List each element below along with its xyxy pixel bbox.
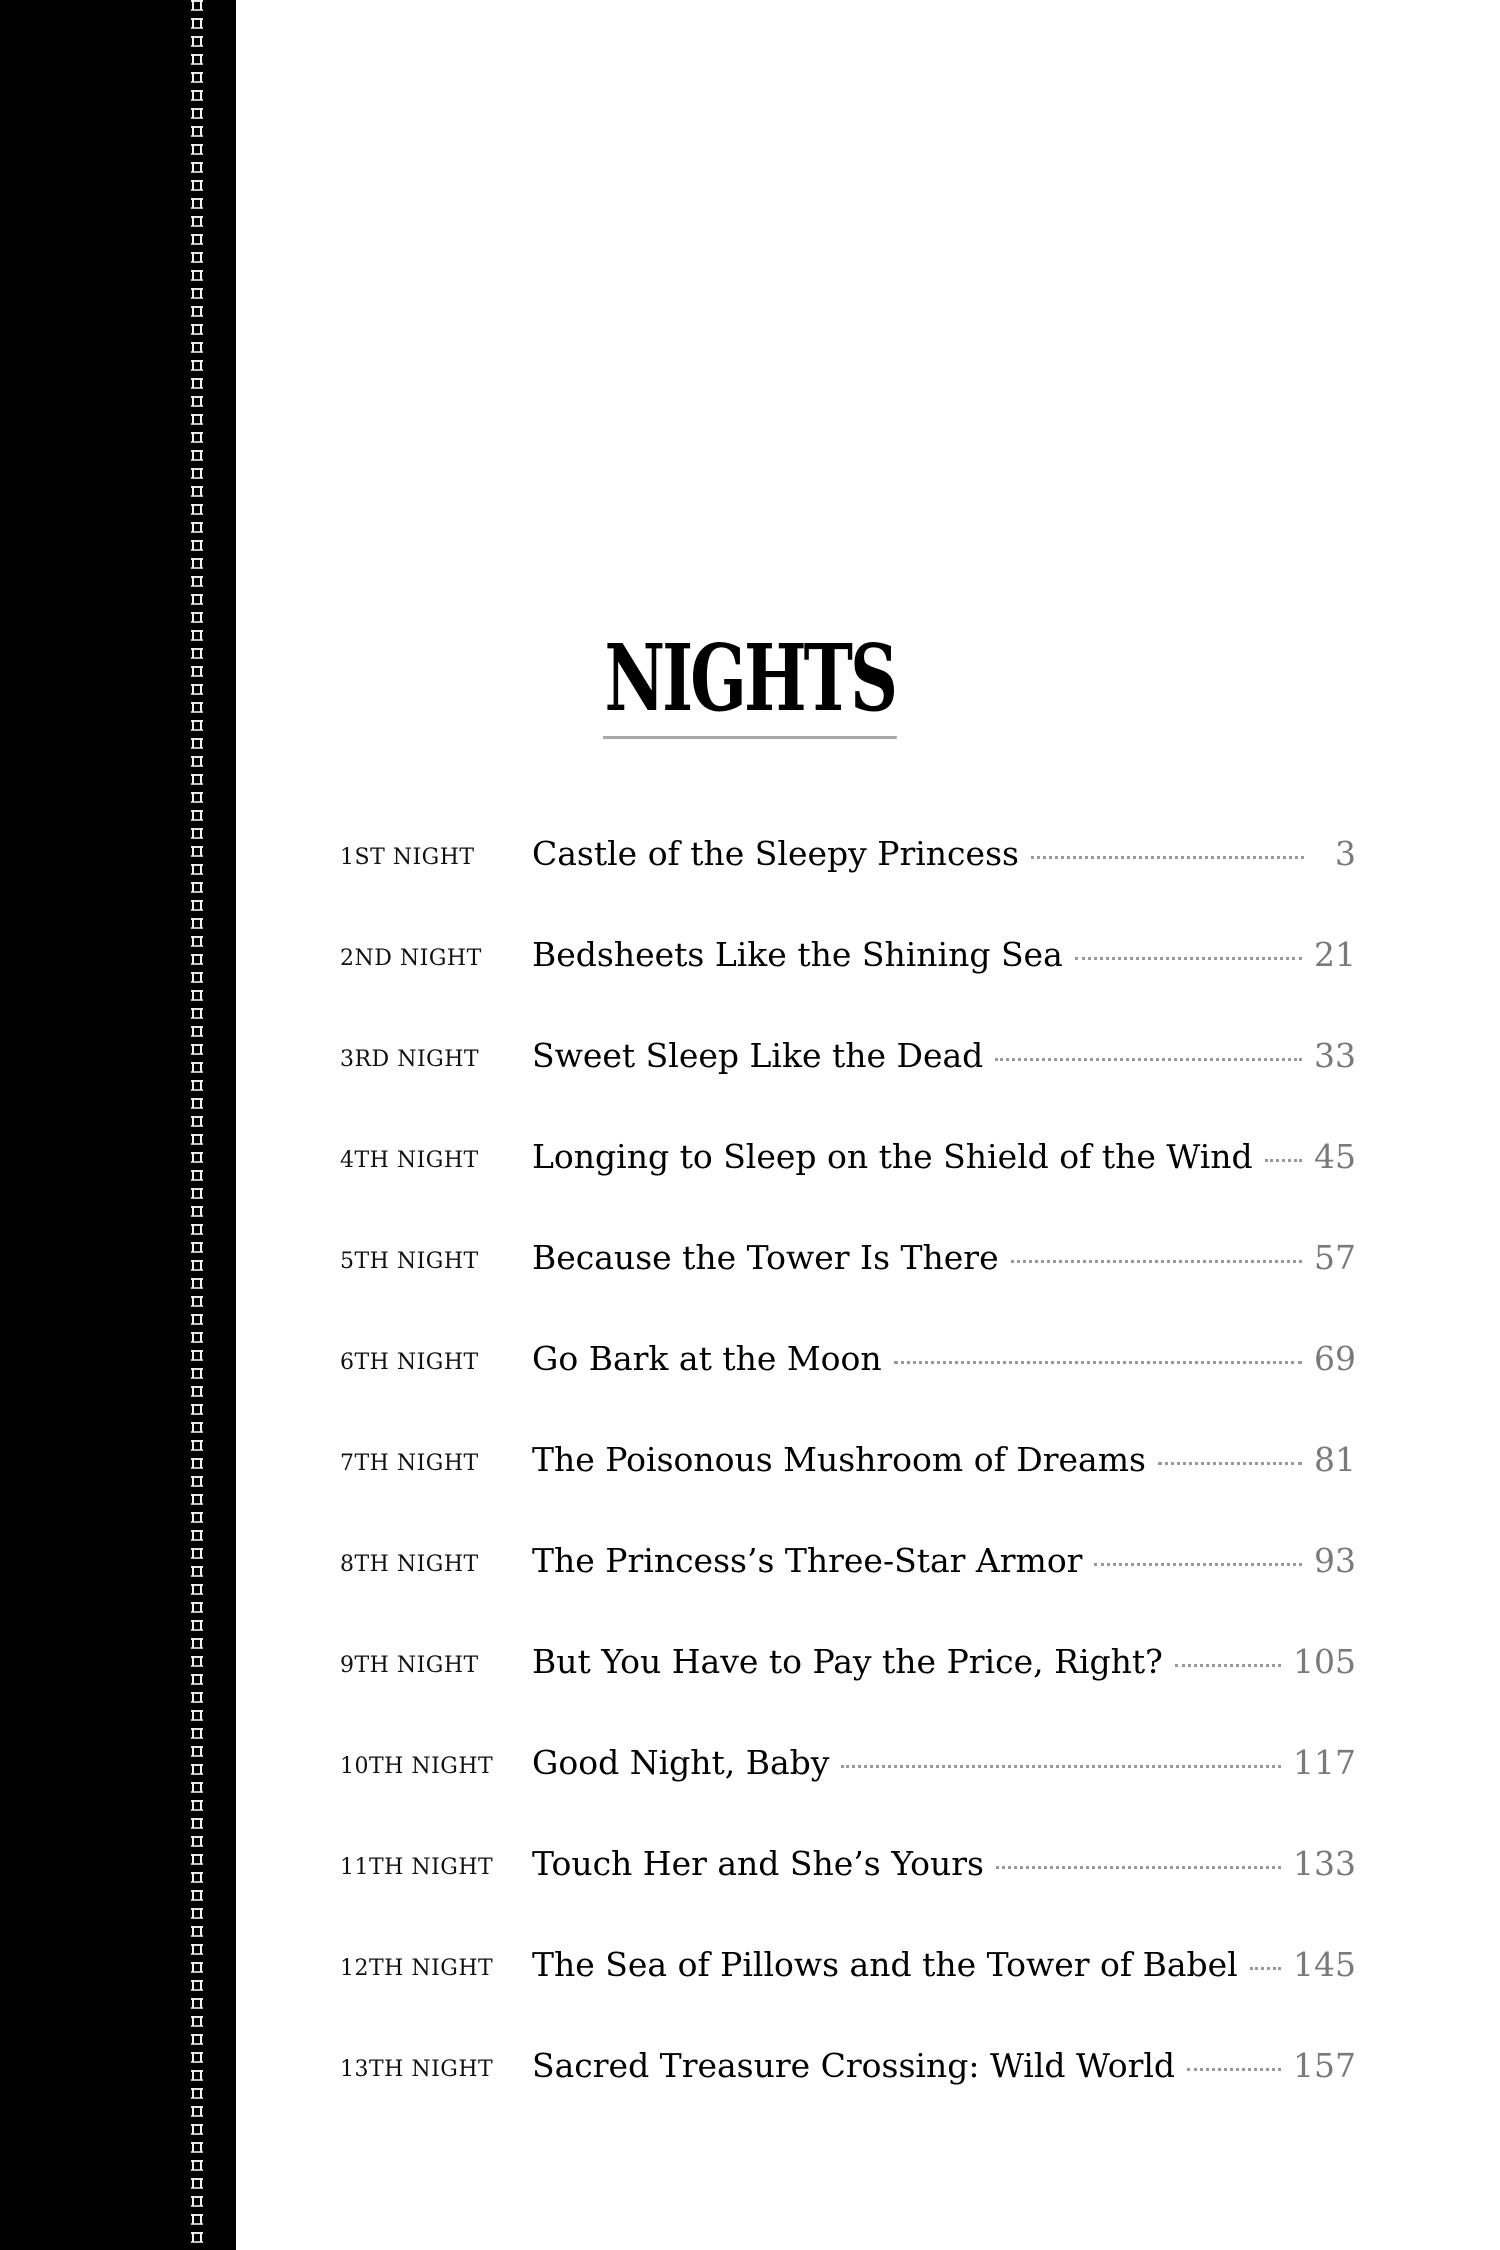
dot-leader xyxy=(995,1057,1302,1061)
chapter-title: The Sea of Pillows and the Tower of Babel xyxy=(532,1945,1238,1984)
dot-leader xyxy=(1175,1663,1281,1667)
chapter-title: Longing to Sleep on the Shield of the Wind xyxy=(532,1137,1253,1176)
dot-leader xyxy=(1011,1259,1302,1263)
contents-heading: NIGHTS xyxy=(603,628,896,739)
page-number: 157 xyxy=(1293,2046,1356,2085)
toc-entry[interactable] xyxy=(340,928,1356,988)
toc-entry-row xyxy=(532,934,1356,978)
night-label: 3RD NIGHT xyxy=(340,1047,480,1072)
toc-entry[interactable] xyxy=(340,1837,1356,1897)
chapter-title: Touch Her and She’s Yours xyxy=(532,1844,984,1883)
chapter-title: Sacred Treasure Crossing: Wild World xyxy=(532,2046,1176,2085)
toc-entry-row xyxy=(532,1944,1356,1988)
night-label: 6TH NIGHT xyxy=(340,1350,479,1375)
toc-entry[interactable] xyxy=(340,1231,1356,1291)
toc-entry-row xyxy=(532,1035,1356,1079)
dot-leader xyxy=(1075,956,1302,960)
night-label: 7TH NIGHT xyxy=(340,1451,479,1476)
toc-entry[interactable] xyxy=(340,2039,1356,2099)
toc-entry[interactable] xyxy=(340,1635,1356,1695)
page-number: 33 xyxy=(1314,1036,1356,1075)
chapter-title: The Poisonous Mushroom of Dreams xyxy=(532,1440,1146,1479)
dot-leader xyxy=(841,1764,1281,1768)
toc-entry[interactable] xyxy=(340,1433,1356,1493)
toc-entry-row xyxy=(532,2045,1356,2089)
dot-leader xyxy=(996,1865,1281,1869)
toc-entry[interactable] xyxy=(340,1130,1356,1190)
toc-entry-row xyxy=(532,1237,1356,1281)
chapter-title: Castle of the Sleepy Princess xyxy=(532,834,1019,873)
chapter-title: But You Have to Pay the Price, Right? xyxy=(532,1642,1163,1681)
night-label: 11TH NIGHT xyxy=(340,1855,494,1880)
night-label: 5TH NIGHT xyxy=(340,1249,479,1274)
night-label: 13TH NIGHT xyxy=(340,2057,494,2082)
toc-entry-row xyxy=(532,1439,1356,1483)
dot-leader xyxy=(1265,1158,1302,1162)
page-number: 21 xyxy=(1314,935,1356,974)
page-number: 69 xyxy=(1314,1339,1356,1378)
night-label: 12TH NIGHT xyxy=(340,1956,494,1981)
night-label: 10TH NIGHT xyxy=(340,1754,494,1779)
toc-entry[interactable] xyxy=(340,1534,1356,1594)
dot-leader xyxy=(1250,1966,1281,1970)
page-number: 133 xyxy=(1293,1844,1356,1883)
dot-leader xyxy=(1031,855,1304,859)
toc-entry[interactable] xyxy=(340,1938,1356,1998)
page-number: 117 xyxy=(1293,1743,1356,1782)
chapter-title: Bedsheets Like the Shining Sea xyxy=(532,935,1063,974)
toc-entry[interactable] xyxy=(340,1332,1356,1392)
toc-entry-row xyxy=(532,833,1356,877)
night-label: 8TH NIGHT xyxy=(340,1552,479,1577)
page-number: 81 xyxy=(1314,1440,1356,1479)
toc-entry[interactable] xyxy=(340,1736,1356,1796)
toc-entry[interactable] xyxy=(340,827,1356,887)
dot-leader xyxy=(894,1360,1302,1364)
toc-entry[interactable] xyxy=(340,1029,1356,1089)
chapter-title: Good Night, Baby xyxy=(532,1743,830,1782)
page-number: 3 xyxy=(1335,834,1356,873)
page-number: 45 xyxy=(1314,1137,1356,1176)
toc-entry-row xyxy=(532,1136,1356,1180)
night-label: 2ND NIGHT xyxy=(340,946,482,971)
toc-entry-row xyxy=(532,1338,1356,1382)
page-number: 145 xyxy=(1293,1945,1356,1984)
chapter-title: Go Bark at the Moon xyxy=(532,1339,882,1378)
chapter-title: Sweet Sleep Like the Dead xyxy=(532,1036,984,1075)
dot-leader xyxy=(1094,1562,1302,1566)
night-label: 1ST NIGHT xyxy=(340,845,475,870)
night-label: 9TH NIGHT xyxy=(340,1653,479,1678)
page-number: 57 xyxy=(1314,1238,1356,1277)
page-number: 105 xyxy=(1293,1642,1356,1681)
toc-entry-row xyxy=(532,1641,1356,1685)
night-label: 4TH NIGHT xyxy=(340,1148,479,1173)
toc-entry-row xyxy=(532,1742,1356,1786)
chapter-title: Because the Tower Is There xyxy=(532,1238,999,1277)
dot-leader xyxy=(1187,2067,1281,2071)
page-number: 93 xyxy=(1314,1541,1356,1580)
toc-entry-row xyxy=(532,1540,1356,1584)
toc-entry-row xyxy=(532,1843,1356,1887)
chapter-title: The Princess’s Three-Star Armor xyxy=(532,1541,1083,1580)
dot-leader xyxy=(1158,1461,1302,1465)
